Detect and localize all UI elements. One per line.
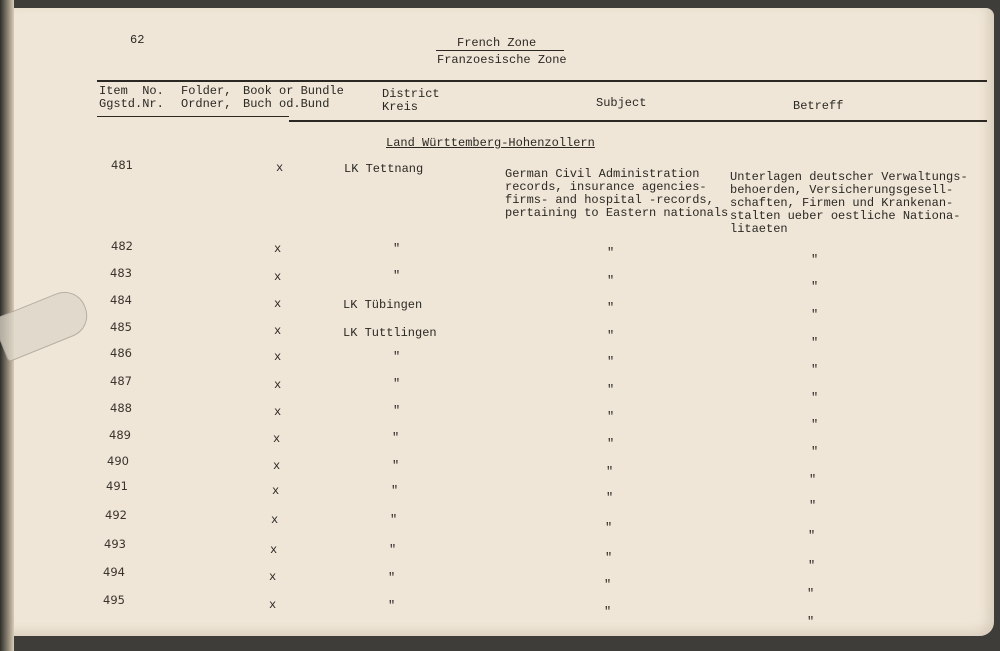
betreff-ditto: " [807, 587, 815, 601]
header-folder: Folder, Ordner, [181, 84, 232, 111]
book-mark: x [274, 405, 282, 419]
item-number: 486 [110, 346, 132, 360]
item-number: 481 [111, 158, 133, 172]
page-number: 62 [130, 33, 145, 47]
item-number: 491 [106, 479, 128, 493]
betreff-ditto: " [811, 363, 819, 377]
district-name: LK Tettnang [344, 162, 424, 176]
book-mark: x [274, 378, 282, 392]
district-ditto: " [390, 513, 398, 527]
header-betreff: Betreff [793, 99, 844, 113]
item-number: 482 [111, 239, 133, 253]
betreff-ditto: " [811, 280, 819, 294]
betreff-ditto: " [808, 529, 816, 543]
item-number: 489 [109, 428, 131, 442]
book-mark: x [274, 242, 282, 256]
book-mark: x [274, 297, 282, 311]
book-mark: x [269, 570, 277, 584]
subject-ditto: " [605, 521, 613, 535]
district-ditto: " [393, 404, 401, 418]
district-name: LK Tübingen [343, 298, 423, 312]
betreff-ditto: " [811, 336, 819, 350]
book-mark: x [274, 324, 282, 338]
book-mark: x [273, 459, 281, 473]
betreff-ditto: " [811, 418, 819, 432]
subject-ditto: " [607, 410, 615, 424]
header-top-rule [97, 80, 987, 82]
header-bottom-rule-left [97, 116, 289, 117]
district-ditto: " [389, 543, 397, 557]
book-mark: x [270, 543, 278, 557]
district-name: LK Tuttlingen [343, 326, 437, 340]
district-ditto: " [388, 571, 396, 585]
book-mark: x [271, 513, 279, 527]
item-number: 485 [110, 320, 132, 334]
betreff-ditto: " [809, 499, 817, 513]
section-title: Land Württemberg-Hohenzollern [386, 136, 595, 150]
item-number: 487 [110, 374, 132, 388]
betreff-ditto: " [808, 559, 816, 573]
betreff-ditto: " [809, 473, 817, 487]
betreff-text: Unterlagen deutscher Verwaltungs- behoerden, Versicherungsgesell- schaften, Firmen und Krankenan- stalten ueber oestliche Nationa- litaeten [730, 170, 968, 236]
betreff-ditto: " [811, 391, 819, 405]
zone-title-de: Franzoesische Zone [437, 53, 567, 67]
item-number: 483 [110, 266, 132, 280]
subject-ditto: " [607, 437, 615, 451]
book-mark: x [274, 350, 282, 364]
zone-title-underline [436, 50, 564, 51]
subject-ditto: " [606, 465, 614, 479]
district-ditto: " [392, 431, 400, 445]
book-mark: x [273, 432, 281, 446]
subject-ditto: " [607, 355, 615, 369]
district-ditto: " [392, 459, 400, 473]
item-number: 490 [107, 454, 129, 468]
district-ditto: " [393, 269, 401, 283]
header-item: Item No. Ggstd.Nr. [99, 84, 164, 111]
subject-ditto: " [607, 274, 615, 288]
item-number: 494 [103, 565, 125, 579]
district-ditto: " [388, 599, 396, 613]
item-number: 493 [104, 537, 126, 551]
district-ditto: " [391, 484, 399, 498]
subject-ditto: " [604, 578, 612, 592]
subject-ditto: " [607, 383, 615, 397]
subject-ditto: " [606, 491, 614, 505]
item-number: 484 [110, 293, 132, 307]
item-number: 488 [110, 401, 132, 415]
header-district: District Kreis [382, 87, 440, 114]
header-book: Book or Bundle Buch od.Bund [243, 84, 344, 111]
book-mark: x [276, 161, 284, 175]
book-mark: x [272, 484, 280, 498]
district-ditto: " [393, 377, 401, 391]
book-mark: x [269, 598, 277, 612]
subject-ditto: " [604, 605, 612, 619]
item-number: 495 [103, 593, 125, 607]
district-ditto: " [393, 350, 401, 364]
subject-ditto: " [607, 301, 615, 315]
betreff-ditto: " [807, 615, 815, 629]
subject-ditto: " [607, 329, 615, 343]
betreff-ditto: " [811, 445, 819, 459]
subject-ditto: " [607, 246, 615, 260]
header-subject: Subject [596, 96, 647, 110]
zone-title-en: French Zone [457, 36, 537, 50]
betreff-ditto: " [811, 308, 819, 322]
subject-text: German Civil Administration records, insurance agencies- firms- and hospital -records, pertaining to Eastern nationals [505, 167, 729, 220]
subject-ditto: " [605, 551, 613, 565]
betreff-ditto: " [811, 253, 819, 267]
book-mark: x [274, 270, 282, 284]
district-ditto: " [393, 242, 401, 256]
item-number: 492 [105, 508, 127, 522]
header-bottom-rule-right [289, 120, 987, 122]
